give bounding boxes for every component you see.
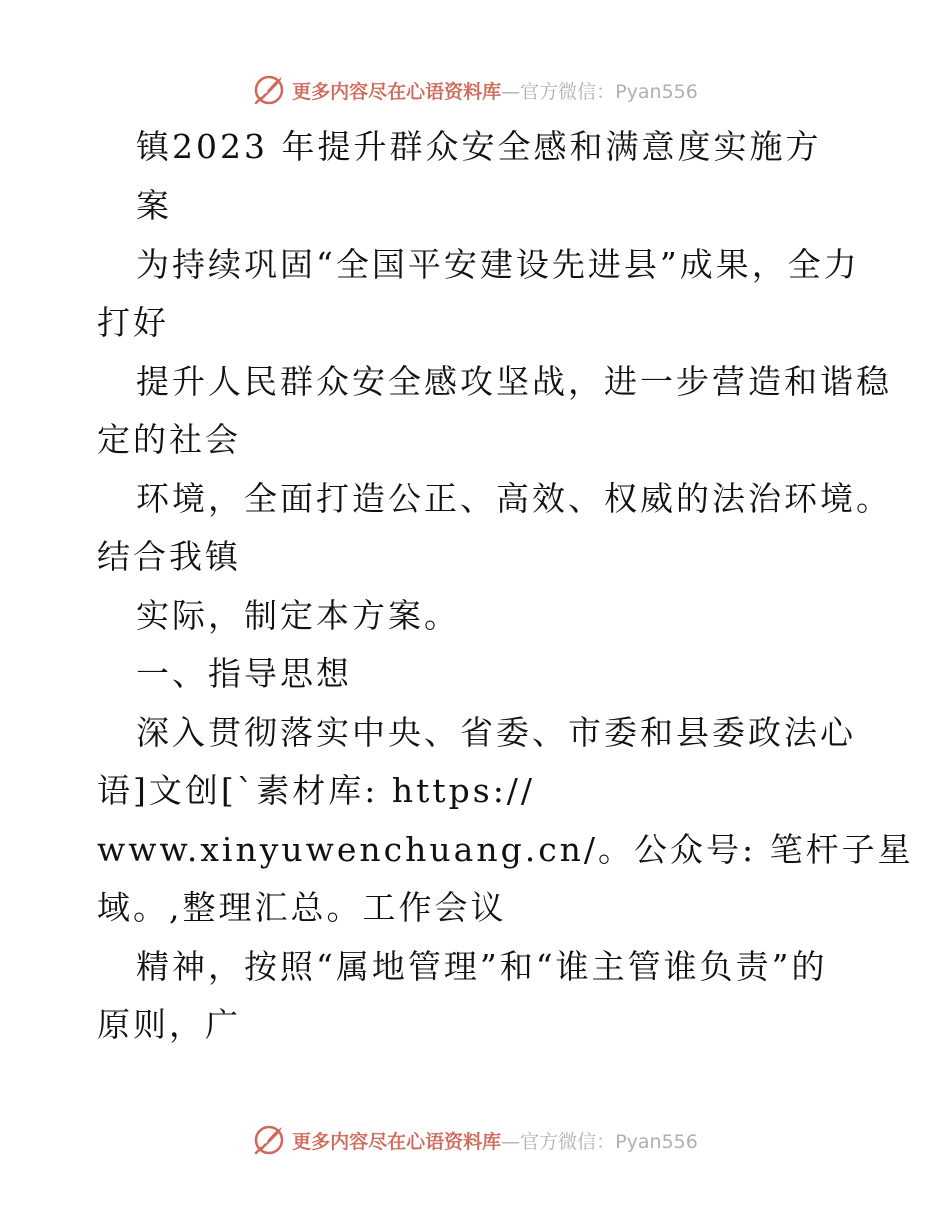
paragraph-line: www.xinyuwenchuang.cn/。公众号: 笔杆子星 bbox=[97, 830, 914, 869]
paragraph-line: 域。,整理汇总。工作会议 bbox=[97, 888, 507, 927]
paragraph-line: 为持续巩固“全国平安建设先进县”成果，全力 bbox=[136, 245, 860, 284]
paragraph-line: 实际，制定本方案。 bbox=[136, 596, 460, 635]
paragraph-line: 定的社会 bbox=[97, 420, 241, 459]
paragraph-line: 环境，全面打造公正、高效、权威的法治环境。 bbox=[136, 479, 892, 518]
watermark-main-text: 更多内容尽在心语资料库 bbox=[292, 1130, 502, 1153]
watermark-wechat-id: Pyan556 bbox=[615, 1130, 698, 1153]
paragraph-line: 原则，广 bbox=[97, 1005, 241, 1044]
watermark-sub-text: 官方微信： bbox=[520, 80, 616, 103]
watermark-dash: — bbox=[501, 1130, 521, 1153]
paragraph-line: 精神，按照“属地管理”和“谁主管谁负责”的 bbox=[136, 947, 828, 986]
section-heading: 一、指导思想 bbox=[136, 654, 352, 693]
watermark-sub-text: 官方微信： bbox=[520, 1130, 616, 1153]
paragraph-line: 深入贯彻落实中央、省委、市委和县委政法心 bbox=[136, 713, 856, 752]
feather-pen-logo-icon bbox=[252, 73, 286, 107]
watermark-wechat-id: Pyan556 bbox=[615, 80, 698, 103]
document-title-line-1: 镇2023 年提升群众安全感和满意度实施方 bbox=[136, 127, 822, 166]
paragraph-line: 结合我镇 bbox=[97, 537, 241, 576]
document-title-line-2: 案 bbox=[136, 186, 172, 225]
paragraph-line: 提升人民群众安全感攻坚战，进一步营造和谐稳 bbox=[136, 362, 892, 401]
paragraph-line: 打好 bbox=[97, 303, 169, 342]
paragraph-line: 语]文创[`素材库: https:// bbox=[97, 771, 536, 810]
watermark-dash: — bbox=[501, 80, 521, 103]
watermark-main-text: 更多内容尽在心语资料库 bbox=[292, 80, 502, 103]
feather-pen-logo-icon bbox=[252, 1123, 286, 1157]
footer-watermark bbox=[0, 1120, 950, 1160]
header-watermark bbox=[0, 70, 950, 110]
